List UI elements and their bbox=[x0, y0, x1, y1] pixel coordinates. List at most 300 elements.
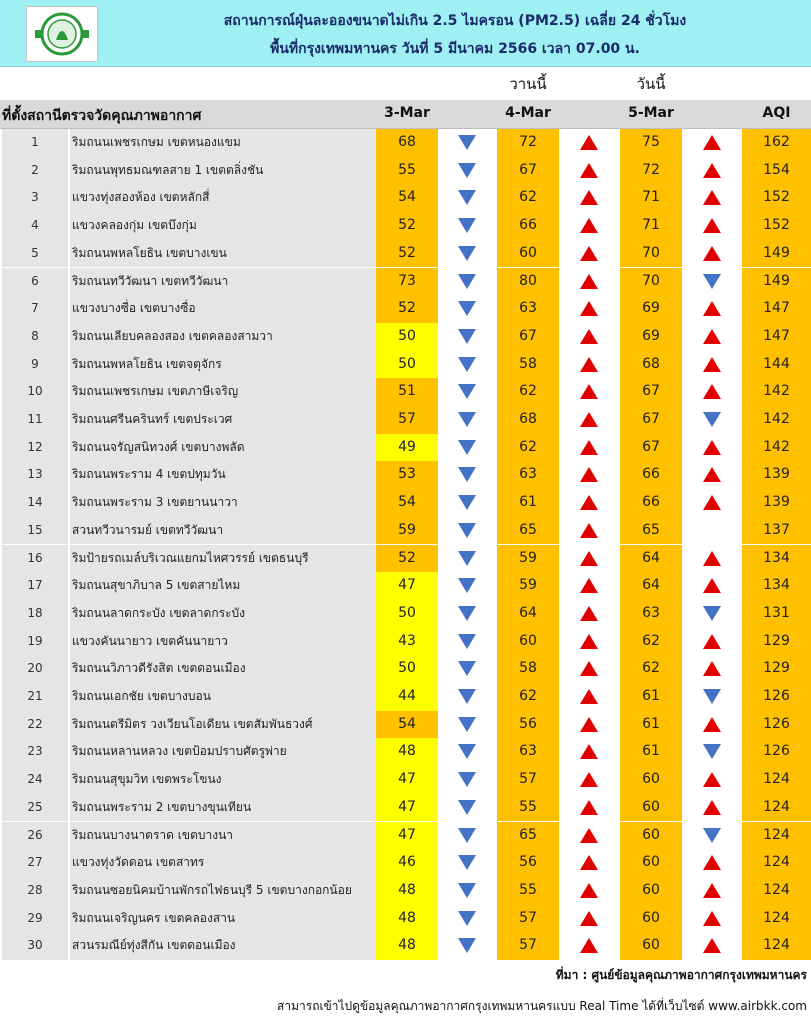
aqi-value: 124 bbox=[742, 905, 811, 933]
trend-up-icon bbox=[580, 218, 598, 233]
table-row bbox=[0, 822, 811, 850]
table-row bbox=[0, 655, 811, 683]
row-number: 4 bbox=[2, 212, 68, 240]
pm25-value-4mar: 63 bbox=[497, 461, 559, 489]
trend-up-icon bbox=[703, 218, 721, 233]
pm25-value-4mar: 62 bbox=[497, 683, 559, 711]
trend-up-icon bbox=[580, 689, 598, 704]
trend-up-icon bbox=[580, 883, 598, 898]
pm25-value-4mar: 66 bbox=[497, 212, 559, 240]
pm25-value-5mar: 71 bbox=[620, 212, 682, 240]
station-name: สวนทวีวนารมย์ เขตทวีวัฒนา bbox=[70, 517, 377, 545]
trend-up-icon bbox=[580, 800, 598, 815]
table-row bbox=[0, 877, 811, 905]
trend-down-icon bbox=[458, 578, 476, 593]
pm25-value-3mar: 54 bbox=[376, 489, 438, 517]
trend-down-icon bbox=[458, 551, 476, 566]
row-number: 10 bbox=[2, 378, 68, 406]
trend-up-icon bbox=[580, 163, 598, 178]
trend-up-icon bbox=[580, 911, 598, 926]
pm25-value-5mar: 67 bbox=[620, 434, 682, 462]
table-row bbox=[0, 323, 811, 351]
pm25-value-3mar: 49 bbox=[376, 434, 438, 462]
trend-up-icon bbox=[703, 551, 721, 566]
aqi-value: 129 bbox=[742, 628, 811, 656]
pm25-value-4mar: 62 bbox=[497, 434, 559, 462]
aqi-value: 129 bbox=[742, 655, 811, 683]
aqi-value: 124 bbox=[742, 932, 811, 960]
realtime-note: สามารถเข้าไปดูข้อมูลคุณภาพอากาศกรุงเทพมหานครแบบ Real Time ได้ที่เว็บไซต์ www.airbkk.com bbox=[277, 999, 807, 1013]
aqi-value: 139 bbox=[742, 461, 811, 489]
table-row bbox=[0, 683, 811, 711]
trend-down-icon bbox=[458, 329, 476, 344]
aqi-value: 131 bbox=[742, 600, 811, 628]
pm25-value-3mar: 48 bbox=[376, 738, 438, 766]
table-row bbox=[0, 461, 811, 489]
station-name: ริมถนนซอยนิคมบ้านพักรถไฟธนบุรี 5 เขตบางกอกน้อย bbox=[70, 877, 377, 905]
row-number: 8 bbox=[2, 323, 68, 351]
pm25-value-3mar: 54 bbox=[376, 184, 438, 212]
aqi-value: 142 bbox=[742, 406, 811, 434]
pm25-value-3mar: 55 bbox=[376, 157, 438, 185]
yesterday-label: วานนี้ bbox=[509, 75, 547, 93]
row-number: 16 bbox=[2, 545, 68, 573]
table-row bbox=[0, 794, 811, 822]
row-number: 5 bbox=[2, 240, 68, 268]
aqi-value: 124 bbox=[742, 794, 811, 822]
station-name: ริมป้ายรถเมล์บริเวณแยกมไหศวรรย์ เขตธนบุรี bbox=[70, 545, 377, 573]
date2-column-header: 4-Mar bbox=[505, 105, 551, 121]
report-header bbox=[0, 0, 811, 67]
pm25-value-5mar: 65 bbox=[620, 517, 682, 545]
table-row bbox=[0, 212, 811, 240]
pm25-value-5mar: 71 bbox=[620, 184, 682, 212]
trend-up-icon bbox=[580, 938, 598, 953]
pm25-value-5mar: 69 bbox=[620, 323, 682, 351]
aqi-value: 126 bbox=[742, 738, 811, 766]
pm25-value-5mar: 72 bbox=[620, 157, 682, 185]
table-row bbox=[0, 240, 811, 268]
station-name: ริมถนนเลียบคลองสอง เขตคลองสามวา bbox=[70, 323, 377, 351]
trend-up-icon bbox=[703, 717, 721, 732]
aqi-value: 154 bbox=[742, 157, 811, 185]
pm25-value-4mar: 80 bbox=[497, 268, 559, 296]
pm25-value-5mar: 68 bbox=[620, 351, 682, 379]
table-row bbox=[0, 268, 811, 296]
trend-down-icon bbox=[458, 163, 476, 178]
aqi-value: 134 bbox=[742, 545, 811, 573]
trend-down-icon bbox=[458, 689, 476, 704]
row-number: 7 bbox=[2, 295, 68, 323]
table-row bbox=[0, 849, 811, 877]
pm25-value-3mar: 73 bbox=[376, 268, 438, 296]
row-number: 18 bbox=[2, 600, 68, 628]
pm25-value-3mar: 51 bbox=[376, 378, 438, 406]
station-name: ริมถนนสุขุมวิท เขตพระโขนง bbox=[70, 766, 377, 794]
pm25-value-4mar: 59 bbox=[497, 572, 559, 600]
row-number: 25 bbox=[2, 794, 68, 822]
trend-up-icon bbox=[580, 828, 598, 843]
pm25-value-4mar: 62 bbox=[497, 184, 559, 212]
station-name: ริมถนนเอกชัย เขตบางบอน bbox=[70, 683, 377, 711]
trend-up-icon bbox=[580, 606, 598, 621]
row-number: 27 bbox=[2, 849, 68, 877]
pm25-value-3mar: 52 bbox=[376, 545, 438, 573]
column-header-row bbox=[0, 100, 811, 129]
row-number: 12 bbox=[2, 434, 68, 462]
date1-column-header: 3-Mar bbox=[384, 105, 430, 121]
pm25-value-3mar: 48 bbox=[376, 932, 438, 960]
trend-down-icon bbox=[458, 246, 476, 261]
station-name: แขวงคลองกุ่ม เขตบึงกุ่ม bbox=[70, 212, 377, 240]
trend-down-icon bbox=[703, 828, 721, 843]
trend-up-icon bbox=[580, 357, 598, 372]
aqi-value: 152 bbox=[742, 184, 811, 212]
row-number: 22 bbox=[2, 711, 68, 739]
trend-up-icon bbox=[580, 855, 598, 870]
pm25-value-3mar: 54 bbox=[376, 711, 438, 739]
station-name: ริมถนนสุขาภิบาล 5 เขตสายไหม bbox=[70, 572, 377, 600]
pm25-value-5mar: 61 bbox=[620, 683, 682, 711]
aqi-value: 142 bbox=[742, 434, 811, 462]
trend-up-icon bbox=[703, 634, 721, 649]
pm25-value-5mar: 61 bbox=[620, 738, 682, 766]
trend-up-icon bbox=[580, 384, 598, 399]
station-name: แขวงบางซื่อ เขตบางซื่อ bbox=[70, 295, 377, 323]
trend-down-icon bbox=[458, 357, 476, 372]
station-name: ริมถนนหลานหลวง เขตป้อมปราบศัตรูพ่าย bbox=[70, 738, 377, 766]
station-name: ริมถนนพหลโยธิน เขตจตุจักร bbox=[70, 351, 377, 379]
station-name: ริมถนนเจริญนคร เขตคลองสาน bbox=[70, 905, 377, 933]
pm25-value-5mar: 60 bbox=[620, 766, 682, 794]
pm25-value-4mar: 72 bbox=[497, 129, 559, 157]
aqi-value: 124 bbox=[742, 822, 811, 850]
trend-up-icon bbox=[703, 163, 721, 178]
trend-down-icon bbox=[458, 855, 476, 870]
row-number: 13 bbox=[2, 461, 68, 489]
pm25-value-5mar: 66 bbox=[620, 461, 682, 489]
pm25-value-3mar: 47 bbox=[376, 766, 438, 794]
station-name: ริมถนนศรีนครินทร์ เขตประเวศ bbox=[70, 406, 377, 434]
trend-down-icon bbox=[458, 938, 476, 953]
table-row bbox=[0, 295, 811, 323]
trend-down-icon bbox=[703, 412, 721, 427]
trend-down-icon bbox=[458, 412, 476, 427]
table-row bbox=[0, 572, 811, 600]
row-number: 14 bbox=[2, 489, 68, 517]
aqi-value: 126 bbox=[742, 711, 811, 739]
table-row bbox=[0, 905, 811, 933]
table-row bbox=[0, 434, 811, 462]
trend-up-icon bbox=[703, 495, 721, 510]
trend-down-icon bbox=[458, 384, 476, 399]
aqi-value: 147 bbox=[742, 323, 811, 351]
table-row bbox=[0, 766, 811, 794]
pm25-value-4mar: 63 bbox=[497, 738, 559, 766]
pm25-value-5mar: 66 bbox=[620, 489, 682, 517]
trend-up-icon bbox=[703, 301, 721, 316]
aqi-value: 139 bbox=[742, 489, 811, 517]
trend-up-icon bbox=[703, 135, 721, 150]
pm25-value-3mar: 52 bbox=[376, 212, 438, 240]
table-row bbox=[0, 517, 811, 545]
trend-down-icon bbox=[458, 772, 476, 787]
aqi-value: 149 bbox=[742, 240, 811, 268]
trend-up-icon bbox=[703, 855, 721, 870]
pm25-value-5mar: 67 bbox=[620, 378, 682, 406]
station-name: ริมถนนบางนาตราด เขตบางนา bbox=[70, 822, 377, 850]
station-name: ริมถนนเพชรเกษม เขตหนองแขม bbox=[70, 129, 377, 157]
trend-down-icon bbox=[458, 911, 476, 926]
trend-up-icon bbox=[703, 357, 721, 372]
station-name: สวนรมณีย์ทุ่งสีกัน เขตดอนเมือง bbox=[70, 932, 377, 960]
pm25-value-5mar: 60 bbox=[620, 932, 682, 960]
pm25-value-3mar: 52 bbox=[376, 295, 438, 323]
pm25-value-5mar: 67 bbox=[620, 406, 682, 434]
trend-up-icon bbox=[703, 883, 721, 898]
trend-up-icon bbox=[580, 301, 598, 316]
station-name: ริมถนนพหลโยธิน เขตบางเขน bbox=[70, 240, 377, 268]
aqi-value: 137 bbox=[742, 517, 811, 545]
table-row bbox=[0, 157, 811, 185]
trend-down-icon bbox=[703, 274, 721, 289]
aqi-value: 126 bbox=[742, 683, 811, 711]
table-row bbox=[0, 184, 811, 212]
pm25-value-3mar: 47 bbox=[376, 572, 438, 600]
row-number: 3 bbox=[2, 184, 68, 212]
pm25-value-4mar: 56 bbox=[497, 711, 559, 739]
pm25-value-3mar: 46 bbox=[376, 849, 438, 877]
pm25-value-5mar: 60 bbox=[620, 849, 682, 877]
pm25-value-5mar: 64 bbox=[620, 572, 682, 600]
station-name: แขวงคันนายาว เขตคันนายาว bbox=[70, 628, 377, 656]
station-name: ริมถนนพุทธมณฑลสาย 1 เขตตลิ่งชัน bbox=[70, 157, 377, 185]
row-number: 30 bbox=[2, 932, 68, 960]
pm25-value-4mar: 55 bbox=[497, 877, 559, 905]
trend-up-icon bbox=[703, 384, 721, 399]
pm25-value-3mar: 43 bbox=[376, 628, 438, 656]
pm25-value-4mar: 57 bbox=[497, 905, 559, 933]
trend-down-icon bbox=[458, 495, 476, 510]
trend-down-icon bbox=[458, 717, 476, 732]
pm25-value-5mar: 61 bbox=[620, 711, 682, 739]
trend-up-icon bbox=[703, 911, 721, 926]
pm25-value-4mar: 65 bbox=[497, 517, 559, 545]
trend-up-icon bbox=[703, 578, 721, 593]
trend-down-icon bbox=[458, 744, 476, 759]
pm25-value-3mar: 50 bbox=[376, 351, 438, 379]
aqi-value: 162 bbox=[742, 129, 811, 157]
row-number: 19 bbox=[2, 628, 68, 656]
pm25-value-5mar: 60 bbox=[620, 905, 682, 933]
trend-up-icon bbox=[703, 440, 721, 455]
trend-down-icon bbox=[458, 523, 476, 538]
pm25-value-3mar: 44 bbox=[376, 683, 438, 711]
aqi-value: 124 bbox=[742, 877, 811, 905]
table-row bbox=[0, 628, 811, 656]
trend-down-icon bbox=[458, 828, 476, 843]
row-number: 29 bbox=[2, 905, 68, 933]
trend-up-icon bbox=[580, 717, 598, 732]
trend-down-icon bbox=[458, 467, 476, 482]
pm25-value-3mar: 47 bbox=[376, 822, 438, 850]
pm25-value-3mar: 50 bbox=[376, 655, 438, 683]
trend-up-icon bbox=[580, 551, 598, 566]
row-number: 24 bbox=[2, 766, 68, 794]
pm25-value-4mar: 68 bbox=[497, 406, 559, 434]
trend-down-icon bbox=[458, 606, 476, 621]
station-name: ริมถนนเพชรเกษม เขตภาษีเจริญ bbox=[70, 378, 377, 406]
table-row bbox=[0, 351, 811, 379]
pm25-value-4mar: 65 bbox=[497, 822, 559, 850]
row-number: 26 bbox=[2, 822, 68, 850]
aqi-value: 124 bbox=[742, 849, 811, 877]
bangkok-seal-logo bbox=[26, 6, 98, 62]
pm25-value-5mar: 63 bbox=[620, 600, 682, 628]
trend-up-icon bbox=[703, 938, 721, 953]
bangkok-seal-icon bbox=[31, 10, 93, 58]
pm25-value-3mar: 48 bbox=[376, 905, 438, 933]
row-number: 9 bbox=[2, 351, 68, 379]
pm25-value-4mar: 64 bbox=[497, 600, 559, 628]
pm25-value-3mar: 59 bbox=[376, 517, 438, 545]
pm25-value-3mar: 47 bbox=[376, 794, 438, 822]
row-number: 11 bbox=[2, 406, 68, 434]
trend-down-icon bbox=[458, 190, 476, 205]
row-number: 15 bbox=[2, 517, 68, 545]
pm25-value-4mar: 63 bbox=[497, 295, 559, 323]
pm25-value-5mar: 60 bbox=[620, 877, 682, 905]
aqi-value: 152 bbox=[742, 212, 811, 240]
trend-up-icon bbox=[580, 495, 598, 510]
trend-down-icon bbox=[458, 800, 476, 815]
pm25-value-4mar: 57 bbox=[497, 932, 559, 960]
trend-up-icon bbox=[580, 634, 598, 649]
station-name: ริมถนนลาดกระบัง เขตลาดกระบัง bbox=[70, 600, 377, 628]
pm25-value-4mar: 67 bbox=[497, 323, 559, 351]
pm25-value-4mar: 60 bbox=[497, 628, 559, 656]
table-row bbox=[0, 738, 811, 766]
pm25-value-3mar: 48 bbox=[376, 877, 438, 905]
trend-up-icon bbox=[580, 135, 598, 150]
pm25-value-3mar: 68 bbox=[376, 129, 438, 157]
pm25-value-5mar: 60 bbox=[620, 822, 682, 850]
table-row bbox=[0, 711, 811, 739]
pm25-value-4mar: 57 bbox=[497, 766, 559, 794]
aqi-value: 142 bbox=[742, 378, 811, 406]
station-name: ริมถนนทวีวัฒนา เขตทวีวัฒนา bbox=[70, 268, 377, 296]
pm25-value-4mar: 61 bbox=[497, 489, 559, 517]
pm25-value-3mar: 50 bbox=[376, 323, 438, 351]
trend-down-icon bbox=[458, 218, 476, 233]
station-name: ริมถนนพระราม 4 เขตปทุมวัน bbox=[70, 461, 377, 489]
station-name: แขวงทุ่งวัดดอน เขตสาทร bbox=[70, 849, 377, 877]
today-label: วันนี้ bbox=[636, 75, 666, 93]
trend-down-icon bbox=[703, 689, 721, 704]
trend-up-icon bbox=[580, 578, 598, 593]
trend-up-icon bbox=[580, 661, 598, 676]
table-row bbox=[0, 545, 811, 573]
source-note: ที่มา : ศูนย์ข้อมูลคุณภาพอากาศกรุงเทพมหานคร bbox=[555, 968, 807, 982]
station-name: ริมถนนวิภาวดีรังสิต เขตดอนเมือง bbox=[70, 655, 377, 683]
trend-down-icon bbox=[458, 274, 476, 289]
trend-up-icon bbox=[580, 412, 598, 427]
row-number: 28 bbox=[2, 877, 68, 905]
trend-up-icon bbox=[580, 467, 598, 482]
table-row bbox=[0, 932, 811, 960]
row-number: 17 bbox=[2, 572, 68, 600]
pm25-value-4mar: 59 bbox=[497, 545, 559, 573]
pm25-value-5mar: 64 bbox=[620, 545, 682, 573]
station-name: ริมถนนจรัญสนิทวงศ์ เขตบางพลัด bbox=[70, 434, 377, 462]
trend-down-icon bbox=[458, 301, 476, 316]
table-row bbox=[0, 600, 811, 628]
trend-down-icon bbox=[458, 634, 476, 649]
trend-up-icon bbox=[580, 523, 598, 538]
pm25-value-4mar: 55 bbox=[497, 794, 559, 822]
pm25-value-3mar: 53 bbox=[376, 461, 438, 489]
station-name: ริมถนนตรีมิตร วงเวียนโอเดียน เขตสัมพันธวงศ์ bbox=[70, 711, 377, 739]
aqi-column-header: AQI bbox=[762, 105, 791, 121]
trend-up-icon bbox=[703, 772, 721, 787]
aqi-value: 149 bbox=[742, 268, 811, 296]
table-row bbox=[0, 489, 811, 517]
pm25-value-4mar: 56 bbox=[497, 849, 559, 877]
pm25-value-4mar: 60 bbox=[497, 240, 559, 268]
pm25-value-3mar: 52 bbox=[376, 240, 438, 268]
row-number: 1 bbox=[2, 129, 68, 157]
pm25-value-4mar: 58 bbox=[497, 351, 559, 379]
pm25-value-4mar: 62 bbox=[497, 378, 559, 406]
pm25-value-3mar: 50 bbox=[376, 600, 438, 628]
trend-down-icon bbox=[458, 661, 476, 676]
pm25-value-5mar: 70 bbox=[620, 268, 682, 296]
row-number: 20 bbox=[2, 655, 68, 683]
row-number: 2 bbox=[2, 157, 68, 185]
station-name: แขวงทุ่งสองห้อง เขตหลักสี่ bbox=[70, 184, 377, 212]
pm25-value-5mar: 62 bbox=[620, 628, 682, 656]
pm25-value-5mar: 75 bbox=[620, 129, 682, 157]
aqi-value: 144 bbox=[742, 351, 811, 379]
trend-up-icon bbox=[580, 329, 598, 344]
trend-up-icon bbox=[703, 329, 721, 344]
trend-up-icon bbox=[580, 274, 598, 289]
pm25-value-5mar: 62 bbox=[620, 655, 682, 683]
row-number: 21 bbox=[2, 683, 68, 711]
station-name: ริมถนนพระราม 2 เขตบางขุนเทียน bbox=[70, 794, 377, 822]
aqi-value: 147 bbox=[742, 295, 811, 323]
row-number: 23 bbox=[2, 738, 68, 766]
trend-up-icon bbox=[703, 246, 721, 261]
trend-up-icon bbox=[580, 246, 598, 261]
pm25-value-5mar: 60 bbox=[620, 794, 682, 822]
trend-down-icon bbox=[458, 135, 476, 150]
trend-up-icon bbox=[703, 467, 721, 482]
trend-down-icon bbox=[703, 744, 721, 759]
station-column-header: ที่ตั้งสถานีตรวจวัดคุณภาพอากาศ bbox=[2, 108, 202, 124]
pm25-value-5mar: 70 bbox=[620, 240, 682, 268]
aqi-value: 124 bbox=[742, 766, 811, 794]
trend-up-icon bbox=[580, 744, 598, 759]
trend-down-icon bbox=[458, 883, 476, 898]
row-number: 6 bbox=[2, 268, 68, 296]
trend-up-icon bbox=[703, 800, 721, 815]
trend-up-icon bbox=[580, 190, 598, 205]
trend-up-icon bbox=[580, 772, 598, 787]
station-name: ริมถนนพระราม 3 เขตยานนาวา bbox=[70, 489, 377, 517]
trend-up-icon bbox=[703, 661, 721, 676]
trend-down-icon bbox=[703, 606, 721, 621]
